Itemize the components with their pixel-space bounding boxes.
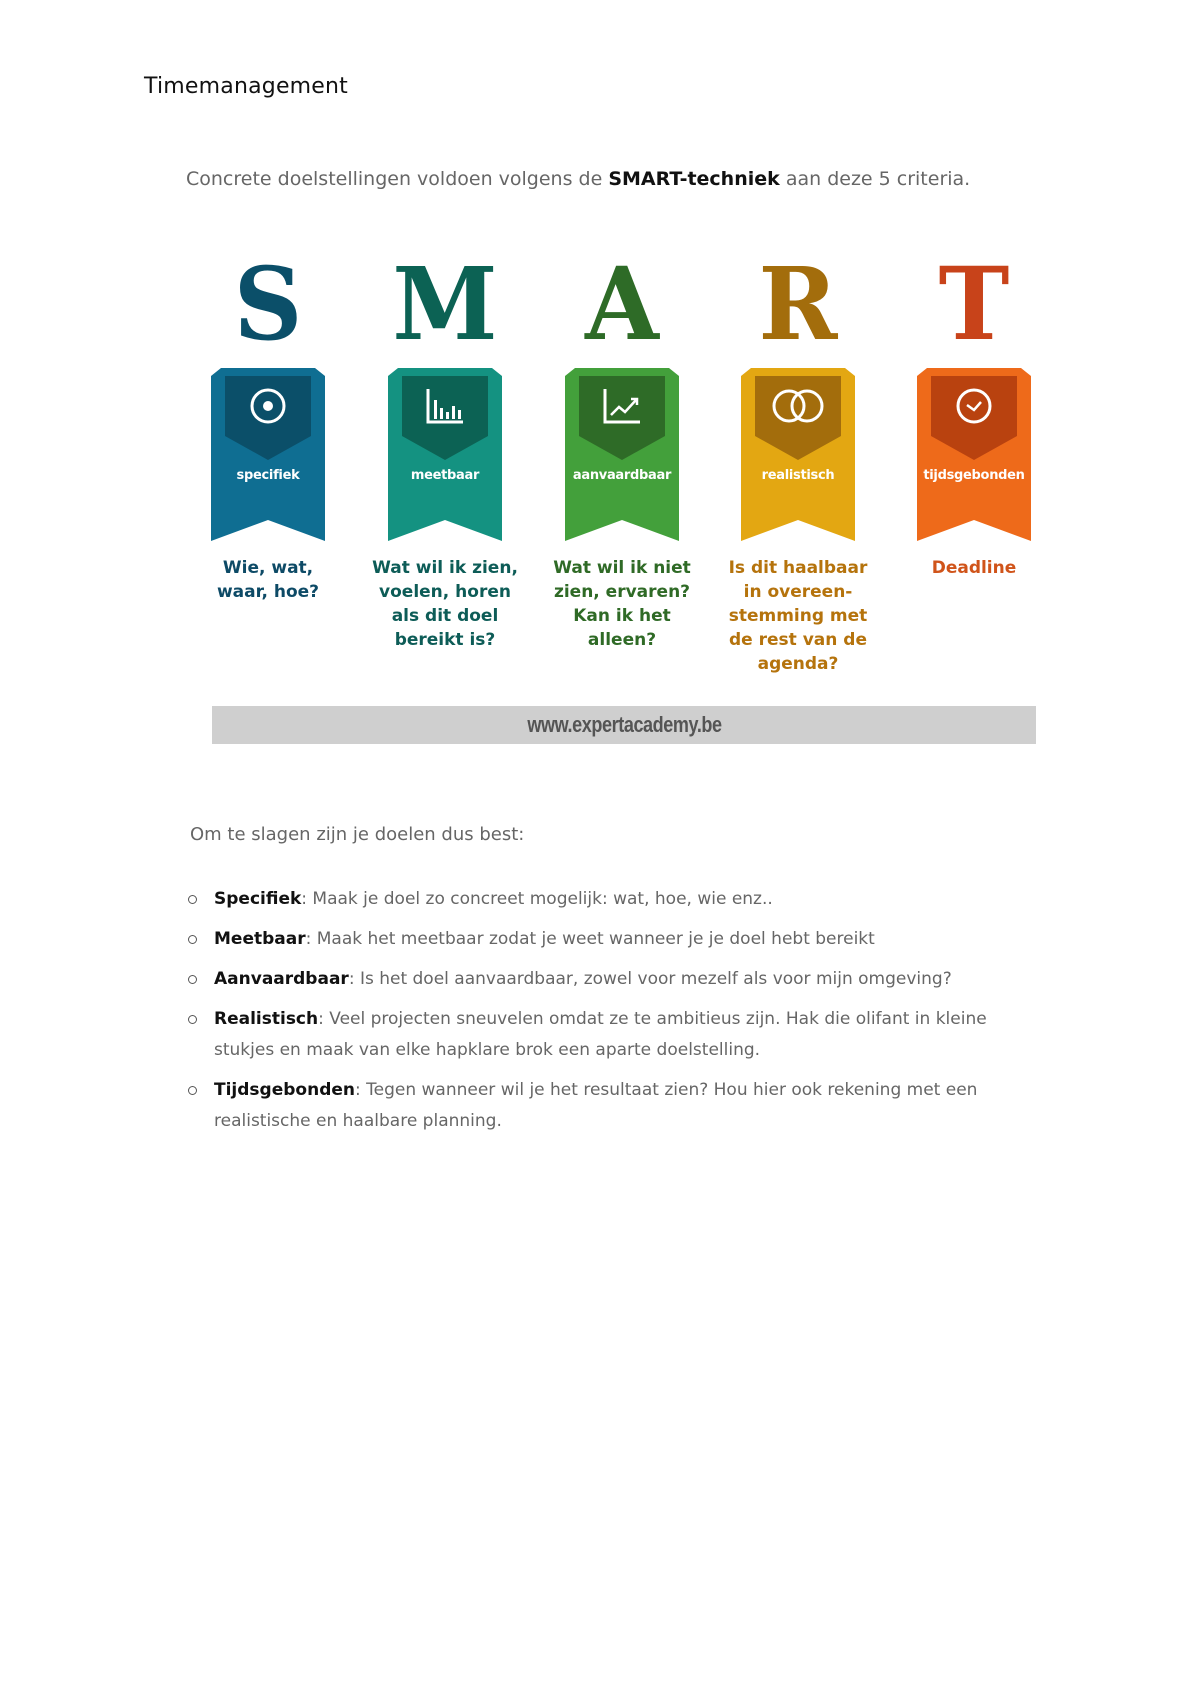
- ribbon-label: specifiek: [236, 468, 300, 483]
- smart-letter: S: [233, 245, 303, 363]
- smart-column-m: [388, 245, 502, 541]
- source-url: www.expertacademy.be: [526, 712, 722, 737]
- target-icon: [248, 386, 288, 426]
- smart-column-t: [917, 245, 1031, 541]
- smart-question: Wie, wat, waar, hoe?: [216, 558, 320, 602]
- bullet-icon: [188, 1015, 197, 1024]
- criteria-list: [188, 884, 1018, 1146]
- rings-icon: [768, 386, 828, 426]
- smart-column-s: [211, 245, 325, 541]
- smart-ribbon: [565, 368, 679, 541]
- lead-text: Om te slagen zijn je doelen dus best:: [190, 824, 525, 845]
- smart-letter: M: [392, 245, 498, 363]
- criterion-text: : Tegen wanneer wil je het resultaat zien? Hou hier ook rekening met een realistische en haalbare planning.: [214, 1080, 978, 1131]
- intro-text-after: aan deze 5 criteria.: [779, 168, 971, 190]
- ribbon-label: meetbaar: [410, 468, 480, 483]
- line-chart-icon: [602, 386, 642, 426]
- smart-question: Deadline: [931, 558, 1017, 578]
- ribbon-label: aanvaardbaar: [572, 468, 672, 483]
- ribbon-label: tijdsgebonden: [923, 468, 1025, 483]
- source-url-bar: [212, 706, 1036, 744]
- smart-column-r: [741, 245, 855, 541]
- criterion-term: Aanvaardbaar: [214, 969, 349, 989]
- criterion-term: Realistisch: [214, 1009, 319, 1029]
- smart-ribbon: [211, 368, 325, 541]
- smart-letter: A: [585, 245, 659, 363]
- criterion-term: Tijdsgebonden: [214, 1080, 355, 1100]
- criterion-term: Specifiek: [214, 889, 302, 909]
- smart-column-a: [565, 245, 679, 541]
- list-item: [188, 884, 1018, 915]
- ribbon-label: realistisch: [761, 468, 835, 483]
- bullet-icon: [188, 975, 197, 984]
- criterion-text: : Maak het meetbaar zodat je weet wanneer je je doel hebt bereikt: [305, 929, 875, 949]
- criterion-text: : Veel projecten sneuvelen omdat ze te ambitieus zijn. Hak die olifant in kleine stukjes en maak van elke hapklare brok een aparte doelstelling.: [214, 1009, 987, 1060]
- criterion-text: : Maak je doel zo concreet mogelijk: wat, hoe, wie enz..: [301, 889, 773, 909]
- clock-icon: [954, 386, 994, 426]
- intro-text-before: Concrete doelstellingen voldoen volgens de: [186, 168, 609, 190]
- smart-ribbon: [741, 368, 855, 541]
- smart-letter: R: [758, 245, 838, 363]
- bullet-icon: [188, 895, 197, 904]
- smart-ribbon: [388, 368, 502, 541]
- bar-chart-icon: [425, 386, 465, 426]
- bullet-icon: [188, 935, 197, 944]
- criterion-text: : Is het doel aanvaardbaar, zowel voor mezelf als voor mijn omgeving?: [348, 969, 952, 989]
- page-title: Timemanagement: [144, 74, 349, 99]
- smart-question: Wat wil ik niet zien, ervaren? Kan ik het alleen?: [553, 558, 691, 650]
- smart-question: Wat wil ik zien, voelen, horen als dit doel bereikt is?: [372, 558, 518, 650]
- bullet-icon: [188, 1086, 197, 1095]
- list-item: [188, 924, 1018, 955]
- smart-letter: T: [938, 245, 1010, 363]
- smart-question: Is dit haalbaar in overeen- stemming met de rest van de agenda?: [728, 558, 868, 674]
- list-item: [188, 1075, 1018, 1137]
- smart-infographic: [0, 0, 1200, 760]
- list-item: [188, 964, 1018, 995]
- intro-text-bold: SMART-techniek: [608, 168, 780, 190]
- criterion-term: Meetbaar: [214, 929, 306, 949]
- smart-ribbon: [917, 368, 1031, 541]
- list-item: [188, 1004, 1018, 1066]
